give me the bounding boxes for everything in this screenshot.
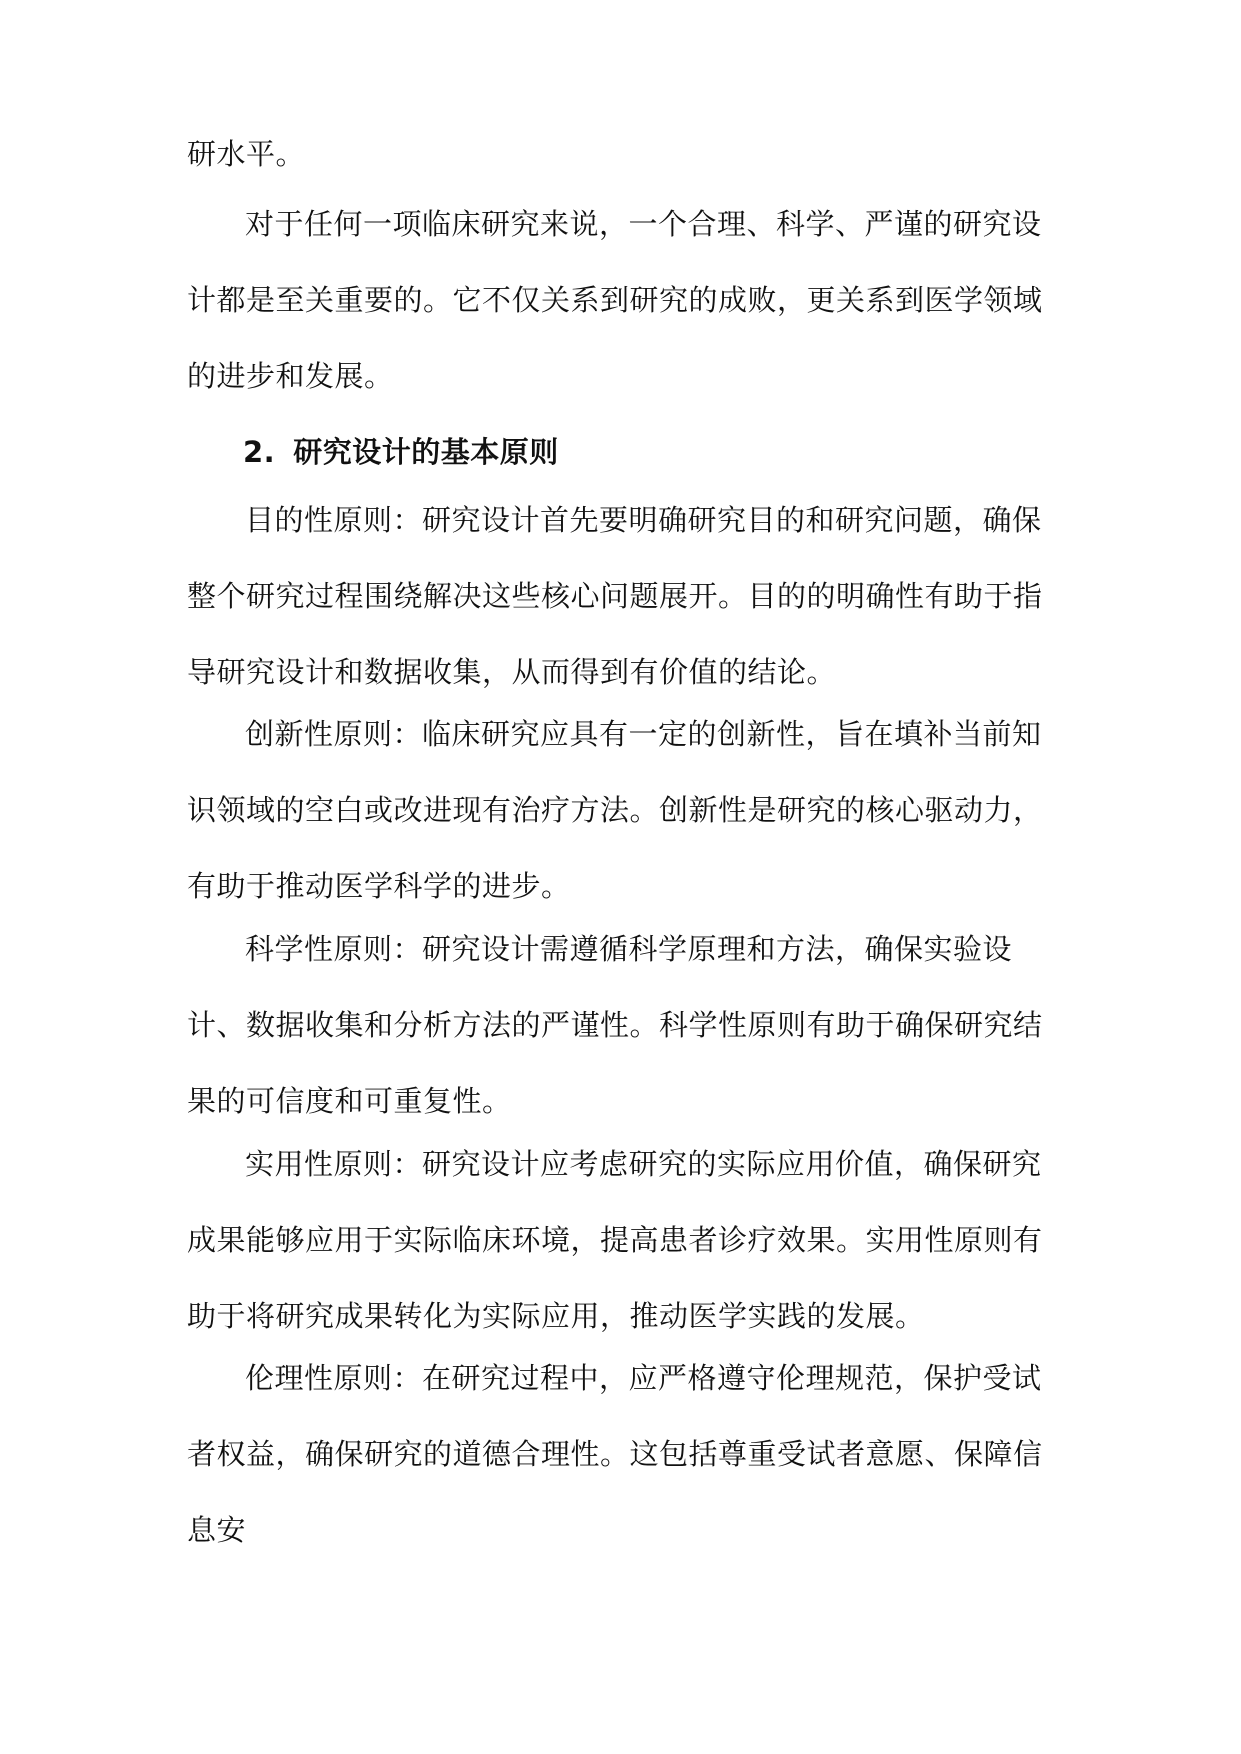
- section-title: 研究设计的基本原则: [293, 435, 559, 469]
- section-heading: [243, 414, 559, 490]
- principle-paragraph-ethics: 伦理性原则：在研究过程中，应严格遵守伦理规范，保护受试者权益，确保研究的道德合理性。这包括尊重受试者意愿、保障信息安: [187, 1361, 1043, 1547]
- principle-paragraph-innovation: 创新性原则：临床研究应具有一定的创新性，旨在填补当前知识领域的空白或改进现有治疗方法。创新性是研究的核心驱动力，有助于推动医学科学的进步。: [187, 717, 1043, 903]
- principle-paragraph-purpose: 目的性原则：研究设计首先要明确研究目的和研究问题，确保整个研究过程围绕解决这些核心问题展开。目的的明确性有助于指导研究设计和数据收集，从而得到有价值的结论。: [187, 503, 1043, 689]
- principle-paragraph-science: 科学性原则：研究设计需遵循科学原理和方法，确保实验设计、数据收集和分析方法的严谨性。科学性原则有助于确保研究结果的可信度和可重复性。: [187, 932, 1043, 1118]
- section-number: 2.: [243, 435, 276, 469]
- intro-paragraph: 对于任何一项临床研究来说，一个合理、科学、严谨的研究设计都是至关重要的。它不仅关系到研究的成败，更关系到医学领域的进步和发展。: [187, 207, 1043, 393]
- continuation-paragraph: 研水平。: [187, 137, 306, 171]
- principle-paragraph-practicality: 实用性原则：研究设计应考虑研究的实际应用价值，确保研究成果能够应用于实际临床环境，提高患者诊疗效果。实用性原则有助于将研究成果转化为实际应用，推动医学实践的发展。: [187, 1147, 1043, 1333]
